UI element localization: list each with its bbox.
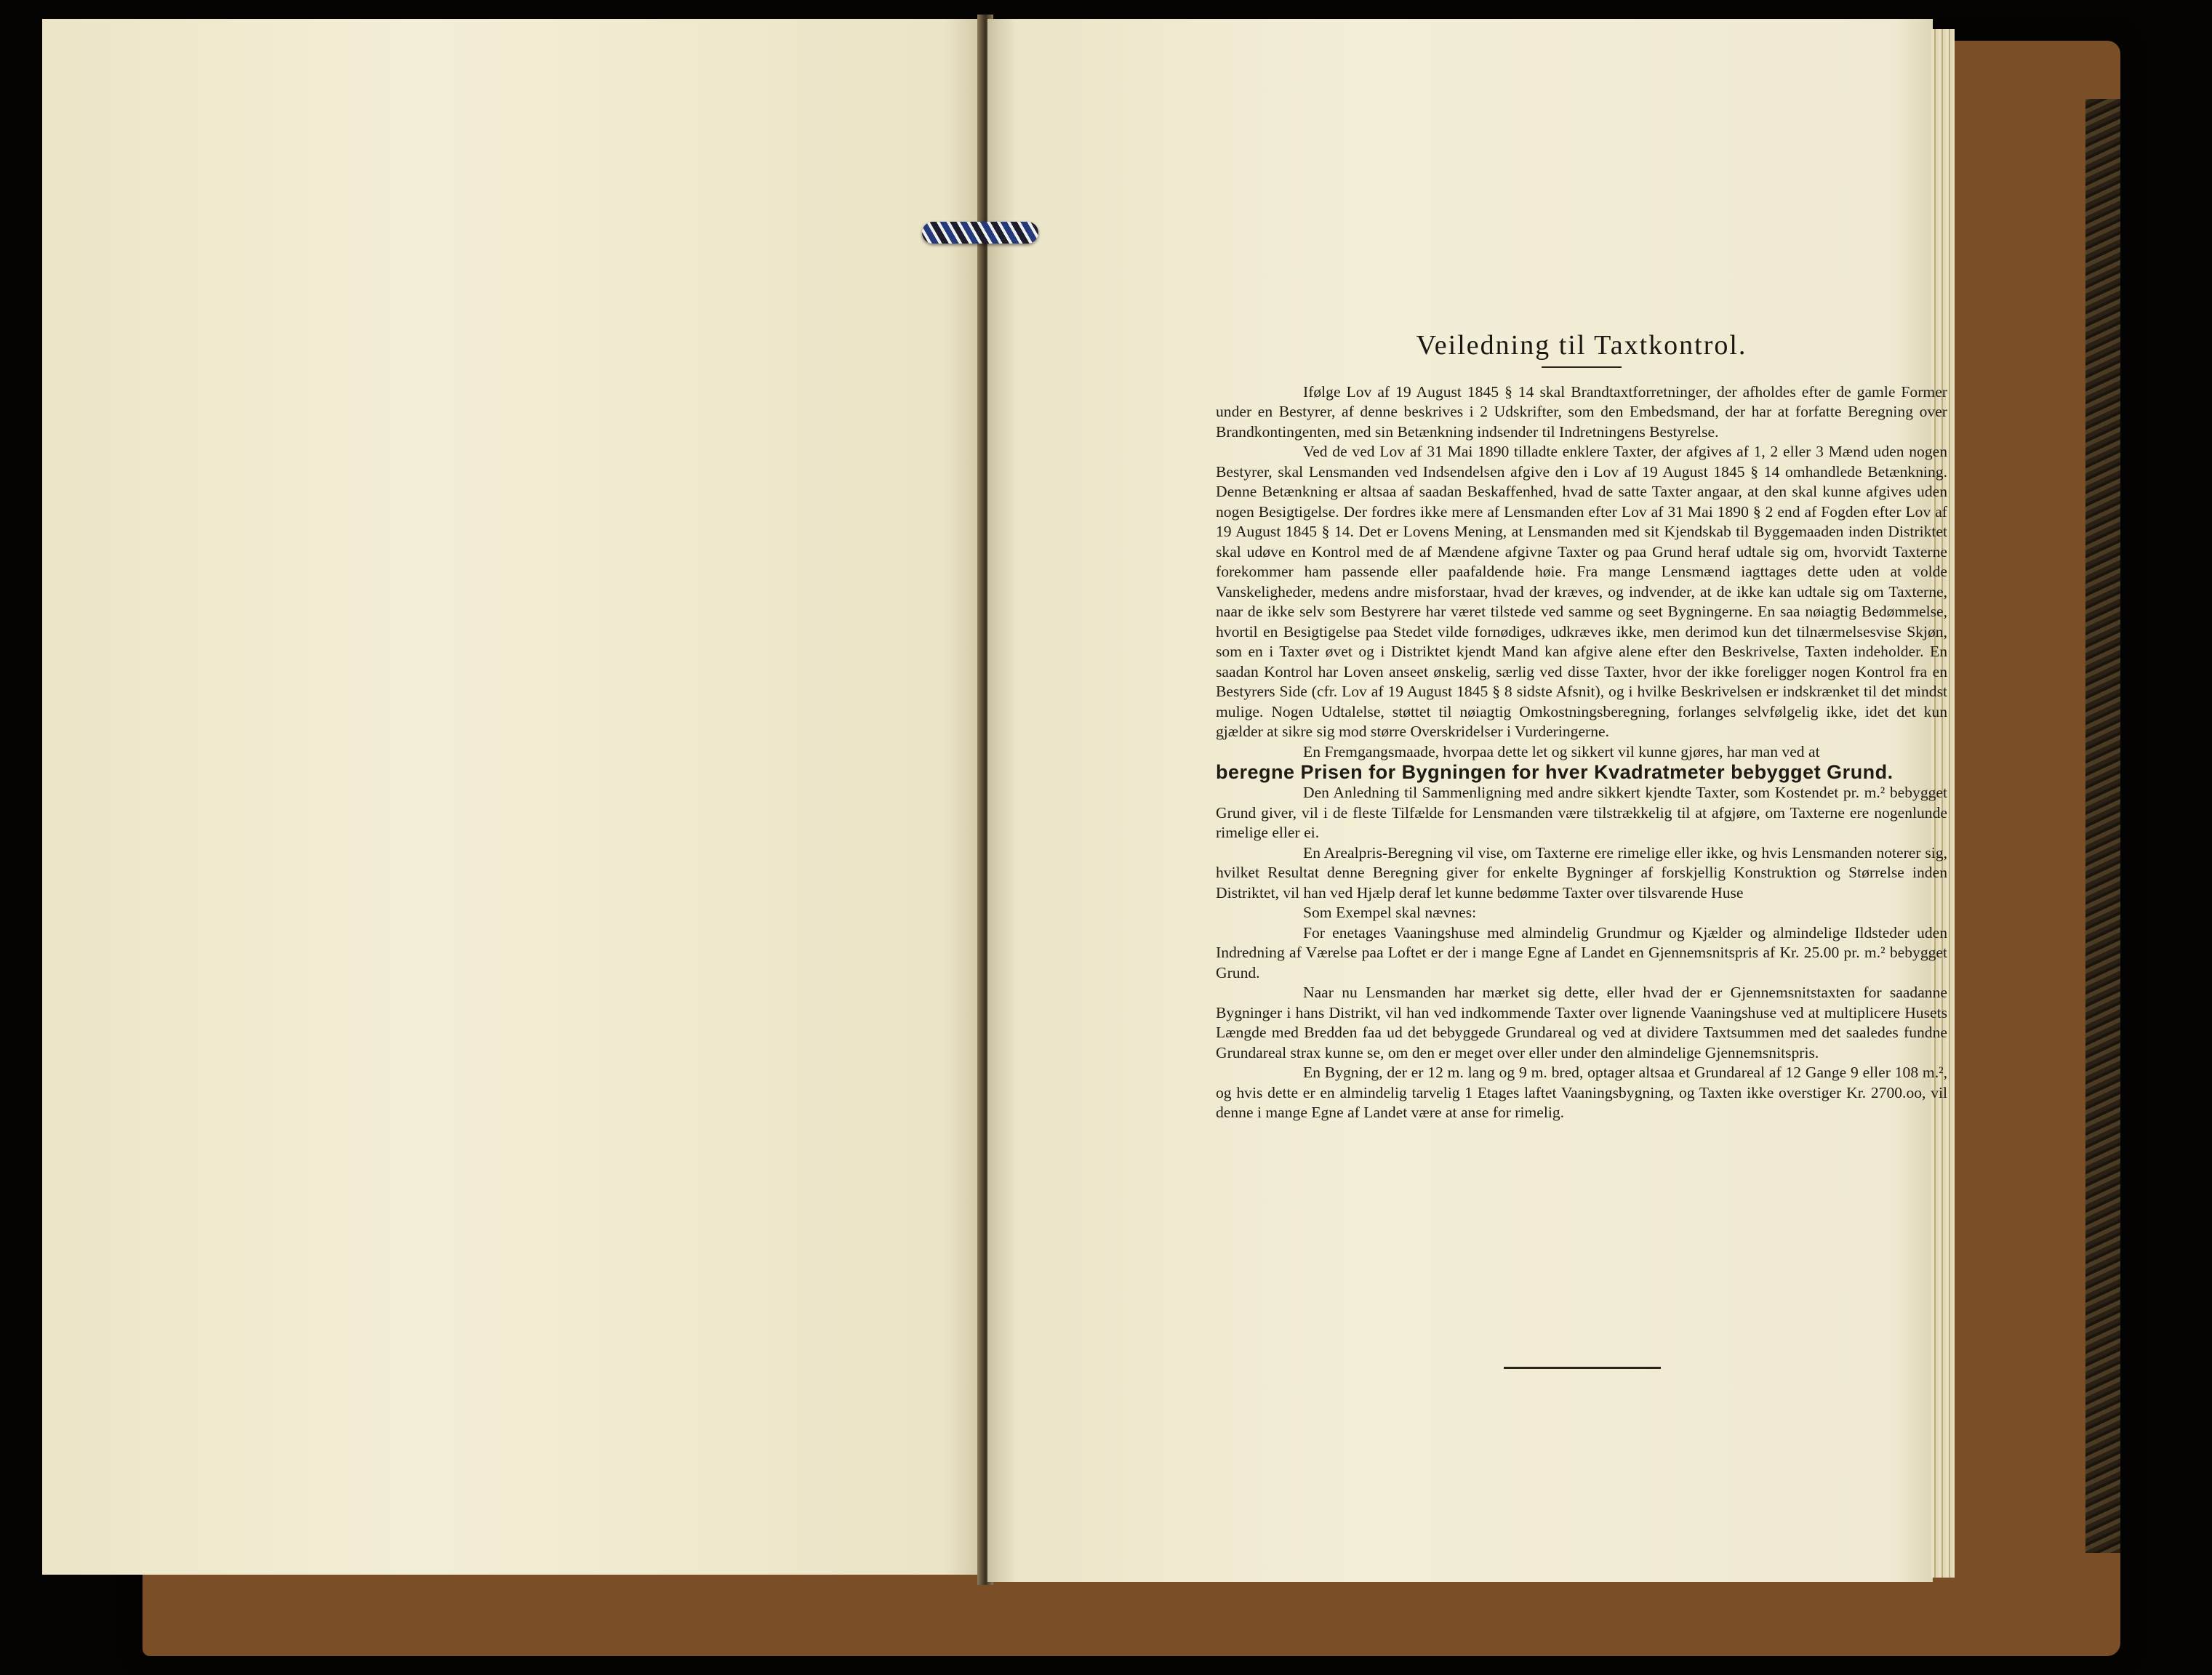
- paragraph: Ved de ved Lov af 31 Mai 1890 tilladte enklere Taxter, der afgives af 1, 2 eller 3 Mænd uden nogen Bestyrer, skal Lensmanden ved Indsendelsen afgive den i Lov af 19 August 1845 § 14 omhandlede Betænkning. Denne Betænkning er altsaa af saadan Beskaffenhed, hvad de satte Taxter angaar, at den skal kunne afgives uden nogen Besigtigelse. Der fordres ikke mere af Lensmanden efter Lov af 31 Mai 1890 § 2 end af Fogden efter Lov af 19 August 1845 § 14. Det er Lovens Mening, at Lensmanden med sit Kjendskab til Byggemaaden inden Distriktet skal udøve en Kontrol med de af Mændene afgivne Taxter og paa Grund heraf udtale sig om, hvorvidt Taxterne forekommer ham passende eller paafaldende høie. Fra mange Lensmænd iagttages dette uden at volde Vanskeligheder, medens andre misforstaar, hvad der kræves, og indvender, at de ikke kan udtale sig om Taxterne, naar de ikke selv som Bestyrere har været tilstede ved samme og seet Bygningerne. En saa nøiagtig Bedømmelse, hvortil en Besigtigelse paa Stedet vilde fornødiges, udkræves ikke, men derimod kun det tilnærmelsesvise Skjøn, som en i Taxter øvet og i Distriktet kjendt Mand kan afgive alene efter den Beskrivelse, Taxten indeholder. En saadan Kontrol har Loven anseet ønskelig, særlig ved disse Taxter, hvor der ikke foreligger nogen Kontrol fra en Bestyrers Side (cfr. Lov af 19 August 1845 § 8 sidste Afsnit), og i hvilke Beskrivelsen er indskrænket til det mindst mulige. Nogen Udtalelse, støttet til nøiagtig Omkostningsberegning, forlanges selvfølgelig ikke, idet det kun gjælder at sikre sig mod større Overskridelser i Vurderingerne.: [1216, 443, 1947, 740]
- document-body: [1216, 330, 1947, 1123]
- document-title: Veiledning til Taxtkontrol.: [1416, 330, 1747, 361]
- left-page: [42, 19, 983, 1575]
- paragraph: En Bygning, der er 12 m. lang og 9 m. bred, optager altsaa et Grundareal af 12 Gange 9 eller 108 m.², og hvis dette er en almindelig tarvelig 1 Etages laftet Vaaningsbygning, og Taxten ikke overstiger Kr. 2700.oo, vil denne i mange Egne af Landet være at anse for rimelig.: [1216, 1064, 1947, 1121]
- paragraph: Som Exempel skal nævnes:: [1303, 904, 1477, 921]
- paragraph: Naar nu Lensmanden har mærket sig dette, eller hvad der er Gjennemsnitstaxten for saadanne Bygninger i hans Distrikt, vil han ved indkommende Taxter over lignende Vaaningshuse ved at multiplicere Husets Længde med Bredden faa ud det bebyggede Grundareal og ved at dividere Taxtsummen med det saaledes fundne Grundareal strax kunne se, om den er meget over eller under den almindelige Gjennemsnitspris.: [1216, 984, 1947, 1061]
- paragraph: En Arealpris-Beregning vil vise, om Taxterne ere rimelige eller ikke, og hvis Lensmanden noterer sig, hvilket Resultat denne Beregning giver for enkelte Bygninger af forskjellig Konstruktion og Størrelse inden Distriktet, vil han ved Hjælp deraf let kunne bedømme Taxter over tilsvarende Huse: [1216, 843, 1947, 901]
- binding-thread: [922, 222, 1038, 244]
- marbled-cover-right: [2085, 99, 2120, 1553]
- paragraph: Ifølge Lov af 19 August 1845 § 14 skal Brandtaxtforretninger, der afholdes efter de gamle Former under en Bestyrer, af denne beskrives i 2 Udskrifter, som den Embedsmand, der har at forfatte Beregning over Brandkontingenten, med sin Betænkning indsender til Indretningens Bestyrelse.: [1216, 382, 1947, 441]
- paragraph: For enetages Vaaningshuse med almindelig Grundmur og Kjælder og almindelige Ildsteder uden Indredning af Værelse paa Loftet er der i mange Egne af Landet en Gjennemsnitspris af Kr. 25.00 pr. m.² bebygget Grund.: [1216, 923, 1947, 981]
- title-divider: [1542, 366, 1622, 368]
- paragraph: En Fremgangsmaade, hvorpaa dette let og sikkert vil kunne gjøres, har man ved at: [1303, 742, 1820, 760]
- bold-statement: beregne Prisen for Bygningen for hver Kvadratmeter bebygget Grund.: [1216, 761, 1894, 783]
- paragraph: Den Anledning til Sammenligning med andre sikkert kjendte Taxter, som Kostendet pr. m.² bebygget Grund giver, vil i de fleste Tilfælde for Lensmanden være tilstrækkelig til at afgjøre, om Taxterne ere nogenlunde rimelige eller ei.: [1216, 784, 1947, 841]
- closing-divider: [1504, 1367, 1661, 1369]
